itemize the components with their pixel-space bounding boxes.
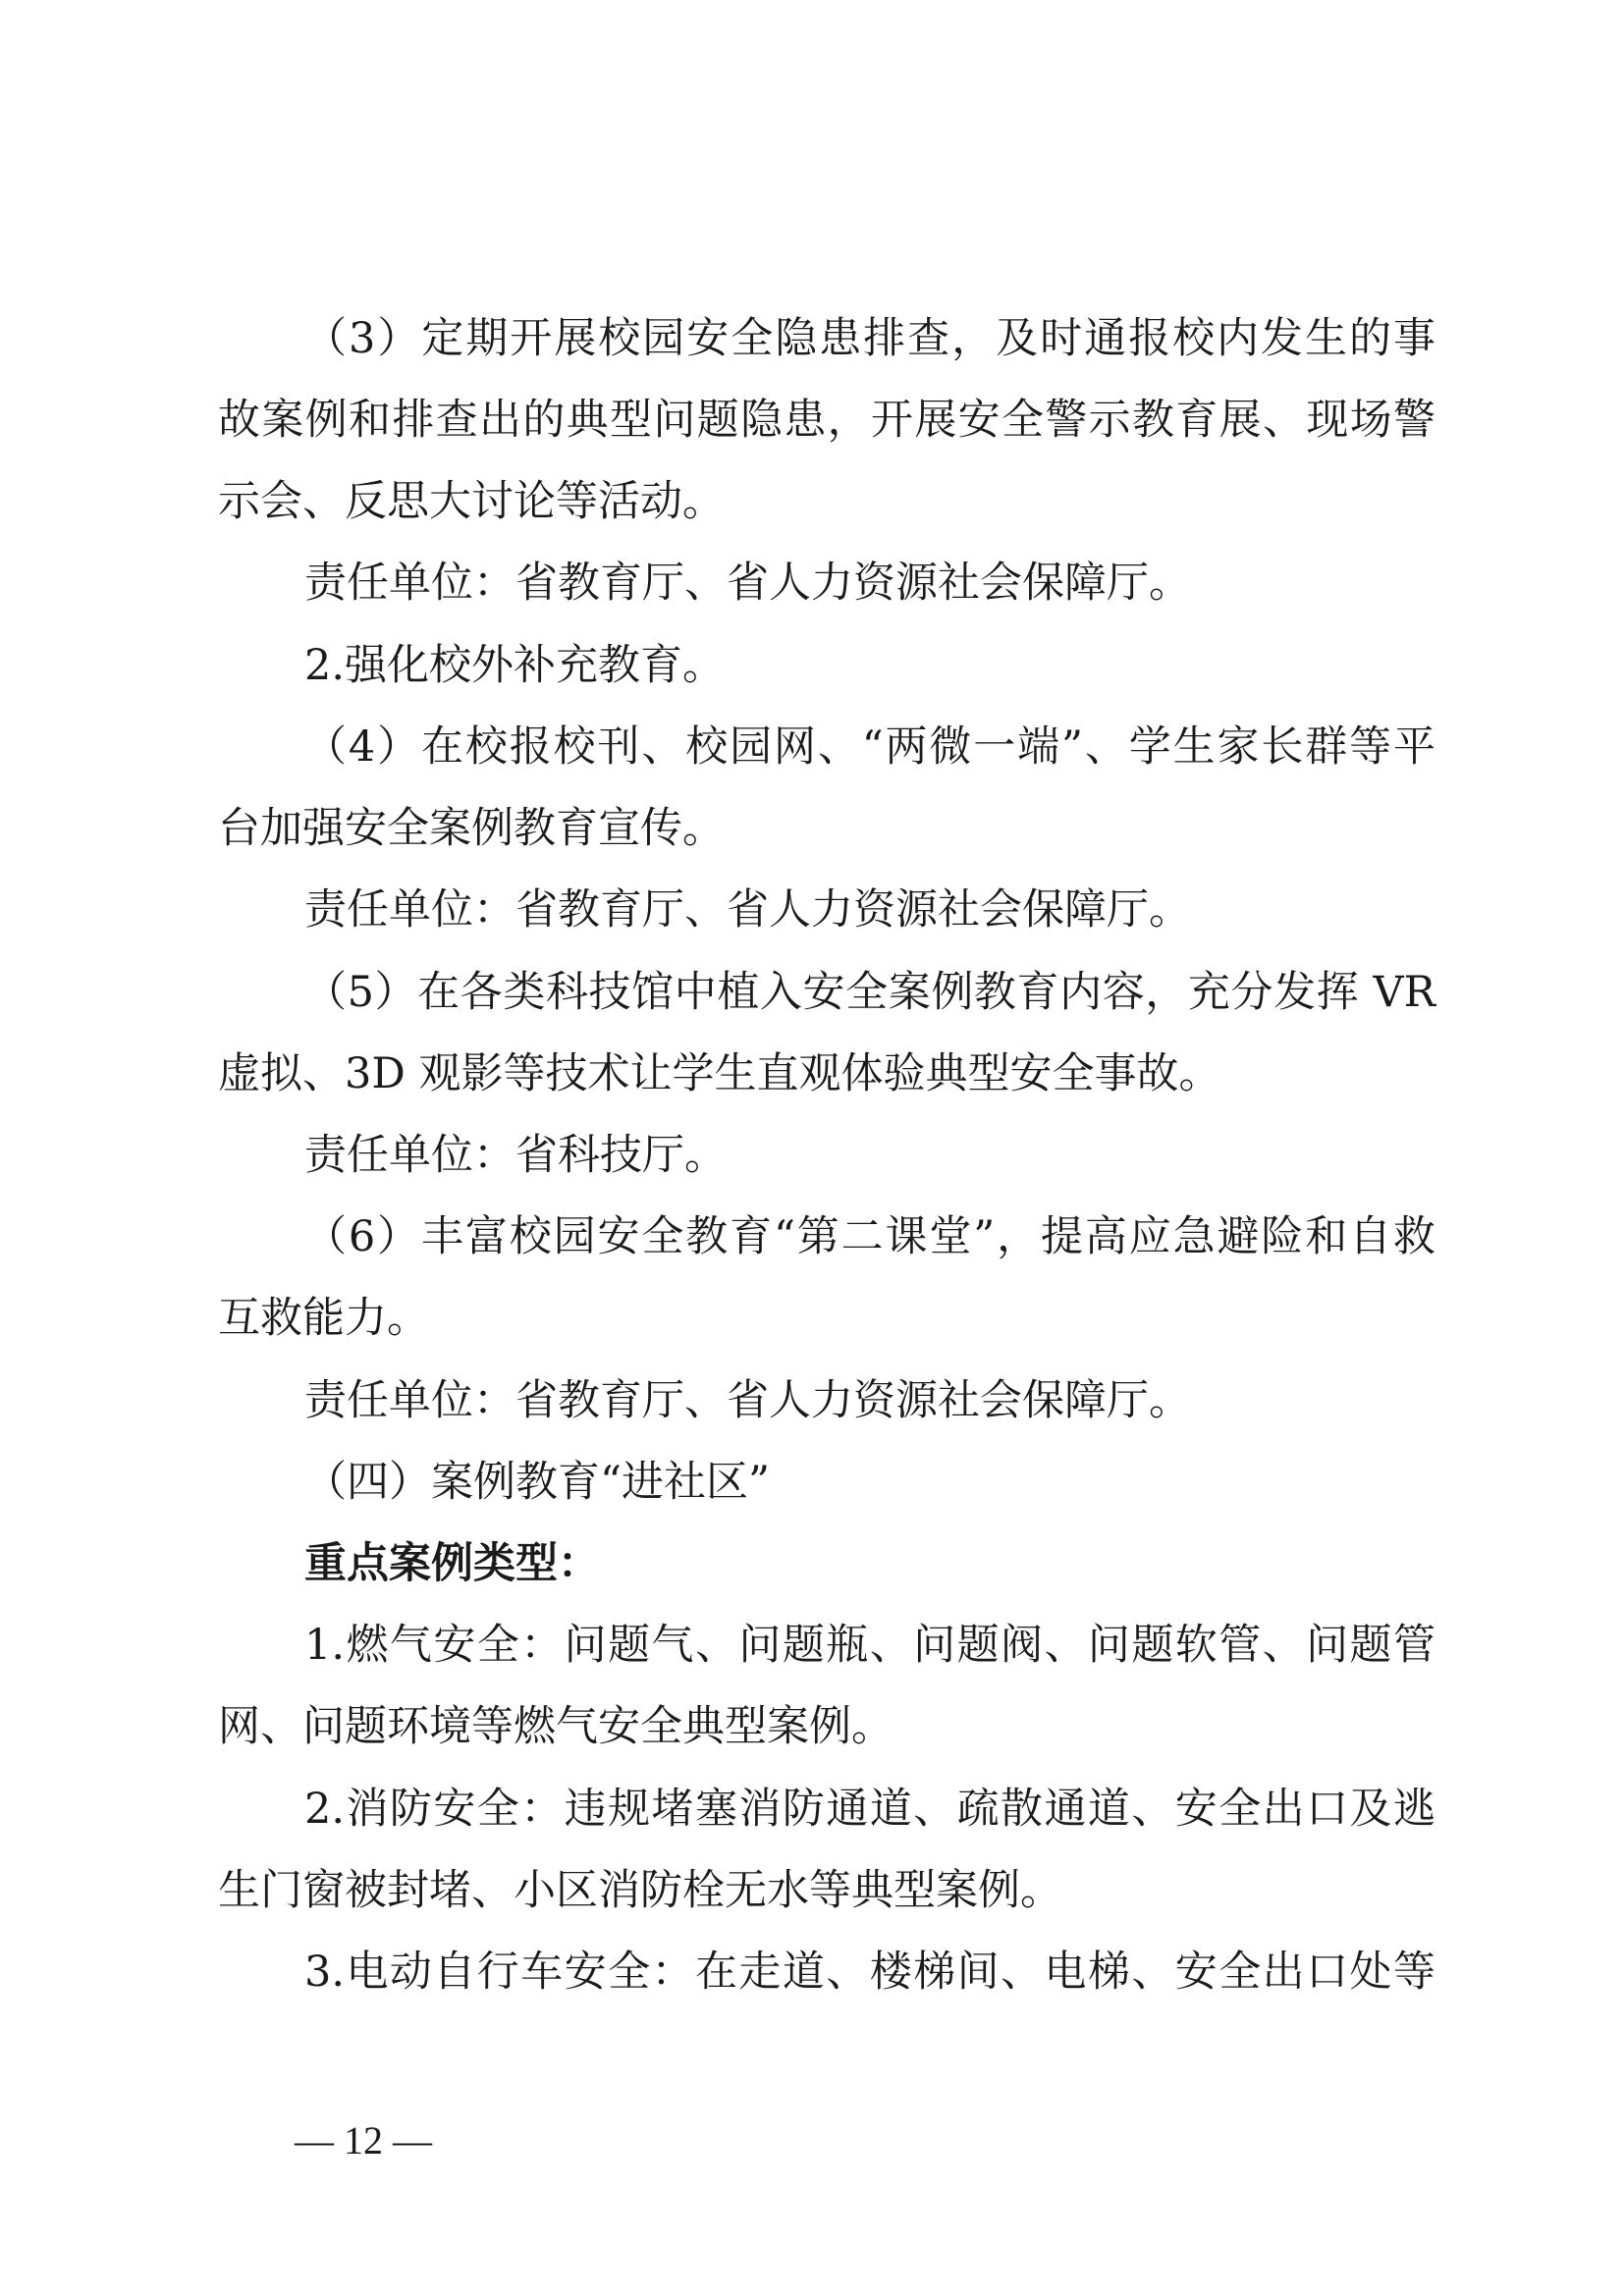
paragraph-line: （3）定期开展校园安全隐患排查，及时通报校内发生的事 xyxy=(304,314,1435,363)
paragraph-line: （4）在校报校刊、校园网、“两微一端”、学生家长群等平 xyxy=(304,722,1435,772)
paragraph-line: 责任单位：省教育厅、省人力资源社会保障厅。 xyxy=(304,885,1191,934)
paragraph-line: （5）在各类科技馆中植入安全案例教育内容，充分发挥 VR xyxy=(304,968,1435,1017)
bold-heading: 重点案例类型： xyxy=(304,1539,600,1588)
paragraph-line: 2.消防安全：违规堵塞消防通道、疏散通道、安全出口及逃 xyxy=(304,1785,1435,1834)
paragraph-line: 台加强安全案例教育宣传。 xyxy=(218,804,725,853)
page-number: — 12 — xyxy=(295,2118,432,2163)
paragraph-line: 故案例和排查出的典型问题隐患，开展安全警示教育展、现场警 xyxy=(218,396,1435,445)
paragraph-line: 示会、反思大讨论等活动。 xyxy=(218,477,725,526)
section-heading: 2.强化校外补充教育。 xyxy=(304,641,726,690)
paragraph-line: 责任单位：省教育厅、省人力资源社会保障厅。 xyxy=(304,1376,1191,1425)
paragraph-line: 责任单位：省科技厅。 xyxy=(304,1131,727,1180)
paragraph-line: 3.电动自行车安全：在走道、楼梯间、电梯、安全出口处等 xyxy=(304,1948,1435,1997)
paragraph-line: （6）丰富校园安全教育“第二课堂”，提高应急避险和自救 xyxy=(304,1212,1435,1261)
paragraph-line: 互救能力。 xyxy=(218,1294,429,1343)
section-heading: （四）案例教育“进社区” xyxy=(304,1458,770,1507)
paragraph-line: 虚拟、3D 观影等技术让学生直观体验典型安全事故。 xyxy=(218,1049,1221,1098)
paragraph-line: 生门窗被封堵、小区消防栓无水等典型案例。 xyxy=(218,1866,1062,1915)
paragraph-line: 1.燃气安全：问题气、问题瓶、问题阀、问题软管、问题管 xyxy=(304,1621,1435,1670)
paragraph-line: 网、问题环境等燃气安全典型案例。 xyxy=(218,1702,893,1751)
paragraph-line: 责任单位：省教育厅、省人力资源社会保障厅。 xyxy=(304,559,1191,608)
